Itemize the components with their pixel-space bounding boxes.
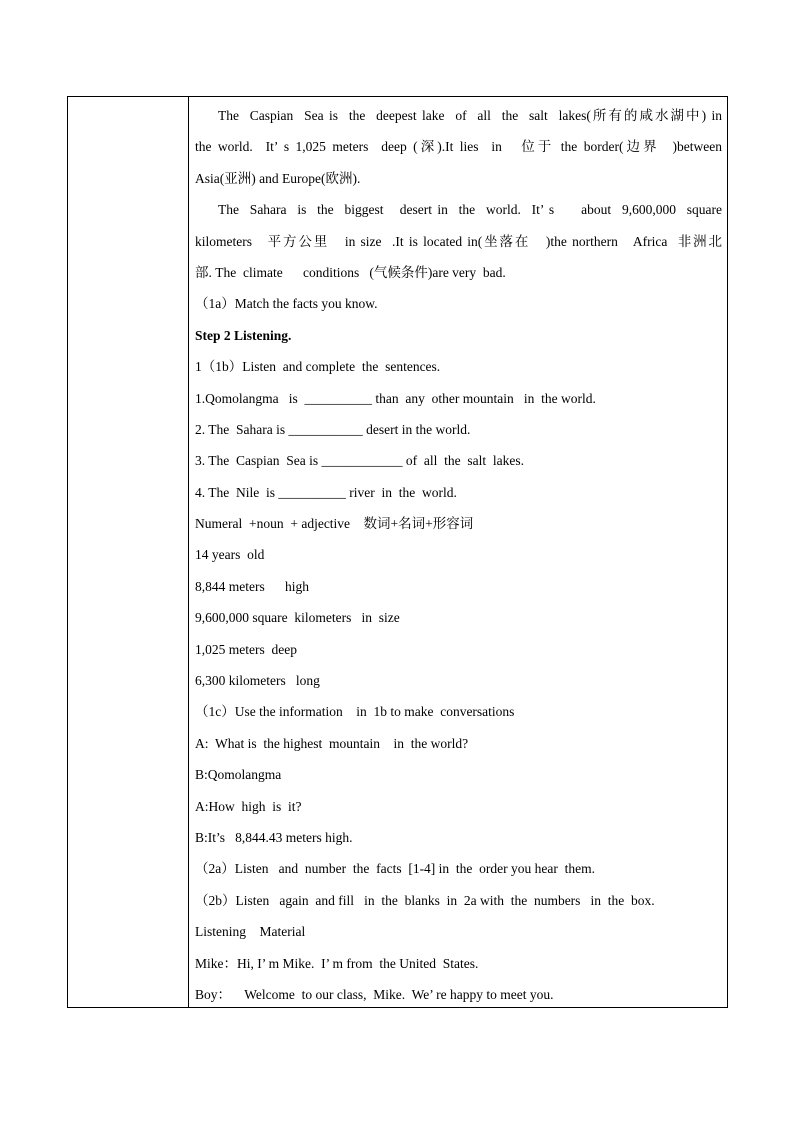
text-line: 1（1b）Listen and complete the sentences.: [195, 359, 441, 375]
text-line: （1a）Match the facts you know.: [195, 296, 378, 312]
text-line: Asia(亚洲) and Europe(欧洲).: [195, 170, 361, 186]
text-line: Step 2 Listening.: [195, 327, 292, 343]
text-line: 1.Qomolangma is __________ than any other mountain in the world.: [195, 390, 596, 406]
text-line: The Sahara is the biggest desert in the world. It’ s about 9,600,000 square: [218, 202, 722, 218]
text-line: 2. The Sahara is ___________ desert in the world.: [195, 421, 471, 437]
text-line: 9,600,000 square kilometers in size: [195, 610, 400, 626]
lesson-table: [67, 96, 728, 1008]
text-line: A: What is the highest mountain in the world?: [195, 735, 469, 751]
text-line: 部. The climate conditions (气候条件)are very bad.: [195, 264, 506, 280]
text-line: Numeral +noun + adjective 数词+名词+形容词: [195, 516, 474, 532]
text-line: 4. The Nile is __________ river in the world.: [195, 484, 457, 500]
text-line: the world. It’ s 1,025 meters deep (深).It lies in 位于 the border(边界 )between: [195, 139, 722, 155]
text-line: The Caspian Sea is the deepest lake of all the salt lakes(所有的咸水湖中) in: [218, 108, 722, 123]
table-left-column: [68, 97, 189, 1007]
text-line: （2b）Listen again and fill in the blanks in 2a with the numbers in the box.: [195, 892, 655, 908]
text-line: B:It’s 8,844.43 meters high.: [195, 829, 353, 845]
table-content-cell: [195, 97, 722, 1010]
text-line: B:Qomolangma: [195, 767, 282, 783]
text-line: A:How high is it?: [195, 798, 302, 814]
text-line: Mike：Hi, I’ m Mike. I’ m from the United States.: [195, 955, 479, 971]
text-line: Boy： Welcome to our class, Mike. We’ re happy to meet you.: [195, 986, 554, 1002]
text-line: 14 years old: [195, 547, 265, 563]
text-line: 1,025 meters deep: [195, 641, 297, 657]
text-line: （1c）Use the information in 1b to make conversations: [195, 704, 515, 720]
text-line: 6,300 kilometers long: [195, 673, 320, 689]
text-line: 3. The Caspian Sea is ____________ of all the salt lakes.: [195, 453, 524, 469]
text-line: 8,844 meters high: [195, 578, 309, 594]
text-line: （2a）Listen and number the facts [1-4] in the order you hear them.: [195, 861, 596, 877]
text-line: kilometers 平方公里 in size .It is located in(坐落在 )the northern Africa 非洲北: [195, 233, 722, 249]
text-line: Listening Material: [195, 924, 306, 940]
